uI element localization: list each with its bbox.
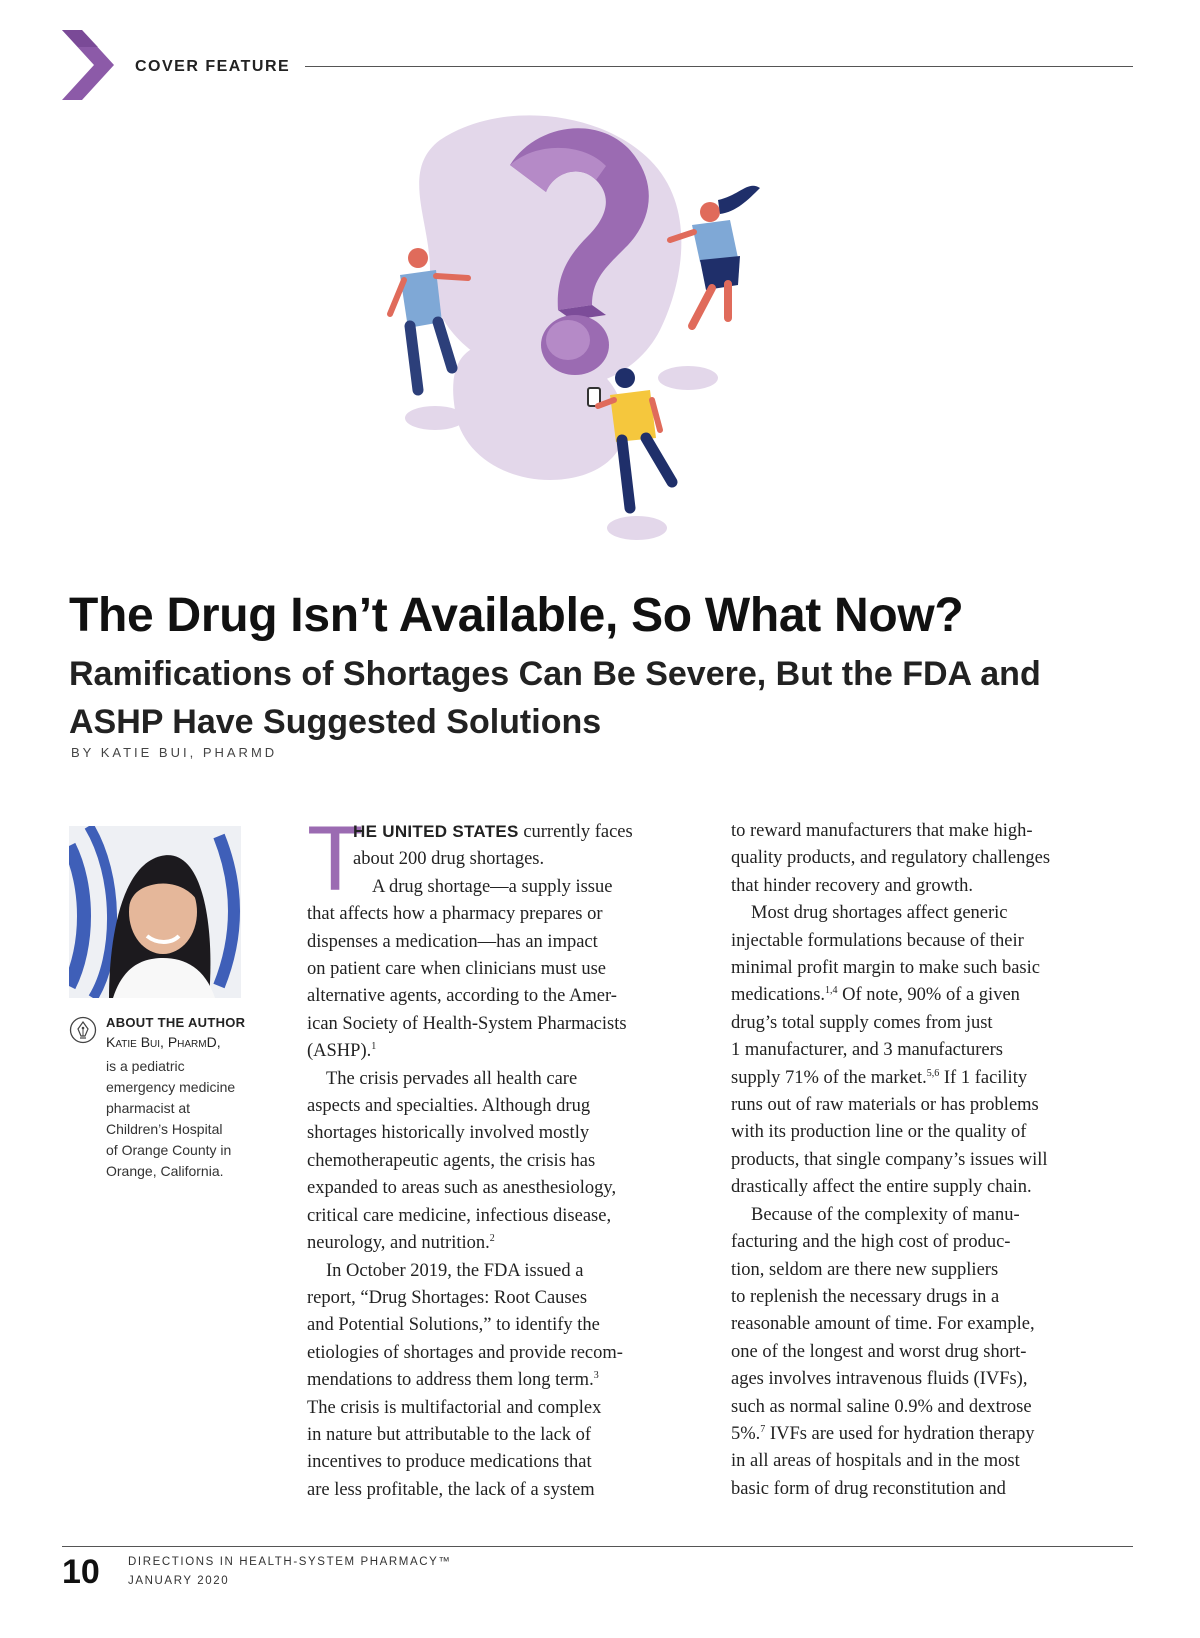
reference-mark: 1,4 (825, 985, 838, 997)
body-line: dispenses a medication—has an impact (307, 931, 598, 952)
body-line: and Potential Solutions,” to identify the (307, 1315, 600, 1336)
author-bio-line: is a pediatric (106, 1058, 185, 1074)
body-line: reasonable amount of time. For example, (731, 1314, 1035, 1335)
body-line: medications.$^{1,4}$ Of note, 90% of a given (731, 985, 1020, 1006)
body-line: supply 71% of the market.$^{5,6}$ If 1 facility (731, 1067, 1028, 1088)
chevron-right-icon (62, 30, 114, 100)
body-line: such as normal saline 0.9% and dextrose (731, 1396, 1032, 1417)
body-line: incentives to produce medications that (307, 1452, 592, 1473)
page-number: 10 (62, 1553, 100, 1591)
body-line: mendations to address them long term.$^3$ (307, 1369, 599, 1391)
body-line: 1 manufacturer, and 3 manufacturers (731, 1040, 1004, 1061)
body-line: ages involves intravenous fluids (IVFs), (731, 1369, 1028, 1390)
body-line: Because of the complexity of manu- (751, 1204, 1020, 1225)
body-line: on patient care when clinicians must use (307, 959, 606, 980)
reference-mark: 2 (489, 1232, 495, 1244)
reference-mark: 5,6 (926, 1067, 940, 1079)
author-name: Katie Bui, PharmD, (106, 1034, 221, 1050)
body-line: chemotherapeutic agents, the crisis has (307, 1150, 596, 1171)
body-line: quality products, and regulatory challenges (731, 848, 1051, 869)
author-bio-line: emergency medicine (106, 1079, 236, 1095)
reference-mark: 7 (760, 1423, 766, 1435)
header-divider (305, 66, 1133, 67)
body-line: in nature but attributable to the lack of (307, 1424, 592, 1445)
body-line: HE UNITED STATES currently faces (353, 822, 633, 842)
body-line: alternative agents, according to the Amer- (307, 986, 617, 1007)
reference-mark: 3 (593, 1369, 599, 1381)
body-line: neurology, and nutrition.$^2$ (307, 1232, 495, 1254)
body-line: to reward manufacturers that make high- (731, 821, 1033, 841)
body-line: shortages historically involved mostly (307, 1123, 590, 1144)
lead-in-caps: HE UNITED STATES (353, 822, 519, 841)
body-line: report, “Drug Shortages: Root Causes (307, 1287, 588, 1308)
body-line: injectable formulations because of their (731, 930, 1024, 951)
body-line: with its production line or the quality of (731, 1122, 1027, 1143)
footer-divider (62, 1546, 1133, 1547)
drop-cap: T (307, 808, 364, 910)
body-line: (ASHP).$^1$ (307, 1041, 377, 1062)
body-line: runs out of raw materials or has problems (731, 1095, 1039, 1116)
body-line: products, that single company’s issues will (731, 1149, 1048, 1170)
body-line: are less profitable, the lack of a system (307, 1479, 595, 1500)
body-line: ican Society of Health-System Pharmacists (307, 1013, 627, 1034)
article-subtitle: Ramifications of Shortages Can Be Severe, But the FDA and ASHP Have Suggested Solutions (69, 655, 1041, 741)
body-line: etiologies of shortages and provide recom- (307, 1342, 623, 1363)
reference-mark: 1 (371, 1041, 377, 1053)
byline: BY KATIE BUI, PHARMD (71, 745, 278, 760)
body-line: that affects how a pharmacy prepares or (307, 904, 603, 925)
journal-name: DIRECTIONS IN HEALTH-SYSTEM PHARMACY™ (128, 1556, 452, 1568)
question-mark-illustration (360, 100, 840, 580)
issue-date: JANUARY 2020 (128, 1575, 230, 1587)
body-line: basic form of drug reconstitution and (731, 1478, 1006, 1499)
body-line: aspects and specialties. Although drug (307, 1096, 591, 1117)
body-line: The crisis pervades all health care (326, 1068, 578, 1089)
body-line: critical care medicine, infectious disease, (307, 1205, 612, 1226)
author-bio-line: Orange, California. (106, 1163, 224, 1179)
article-title: The Drug Isn’t Available, So What Now? (69, 589, 964, 642)
author-bio-line: pharmacist at (106, 1100, 191, 1116)
body-column-2 (731, 818, 1141, 1503)
body-line: in all areas of hospitals and in the most (731, 1451, 1020, 1472)
author-heading: ABOUT THE AUTHOR (106, 1015, 246, 1030)
body-line: about 200 drug shortages. (353, 849, 545, 870)
author-bio-line: of Orange County in (106, 1142, 232, 1158)
body-line: expanded to areas such as anesthesiology, (307, 1178, 617, 1199)
author-photo (69, 826, 241, 998)
pen-nib-icon (69, 1016, 97, 1044)
body-line: A drug shortage—a supply issue (372, 876, 613, 897)
body-line: The crisis is multifactorial and complex (307, 1397, 602, 1418)
body-line: minimal profit margin to make such basic (731, 958, 1040, 979)
author-bio (106, 1056, 246, 1182)
author-bio-line: Children’s Hospital (106, 1121, 223, 1137)
body-column-1 (307, 808, 707, 1504)
body-line: 5%.$^7$ IVFs are used for hydration therapy (731, 1423, 1035, 1444)
body-line: drastically affect the entire supply chain. (731, 1177, 1032, 1198)
body-line: to replenish the necessary drugs in a (731, 1286, 1000, 1307)
body-line: facturing and the high cost of produc- (731, 1232, 1011, 1253)
body-line: drug’s total supply comes from just (731, 1012, 993, 1033)
body-line: Most drug shortages affect generic (751, 903, 1008, 924)
section-label: COVER FEATURE (135, 58, 291, 75)
body-line: tion, seldom are there new suppliers (731, 1259, 999, 1280)
body-line: one of the longest and worst drug short- (731, 1341, 1027, 1362)
body-line: that hinder recovery and growth. (731, 875, 973, 896)
body-line: In October 2019, the FDA issued a (326, 1260, 584, 1281)
